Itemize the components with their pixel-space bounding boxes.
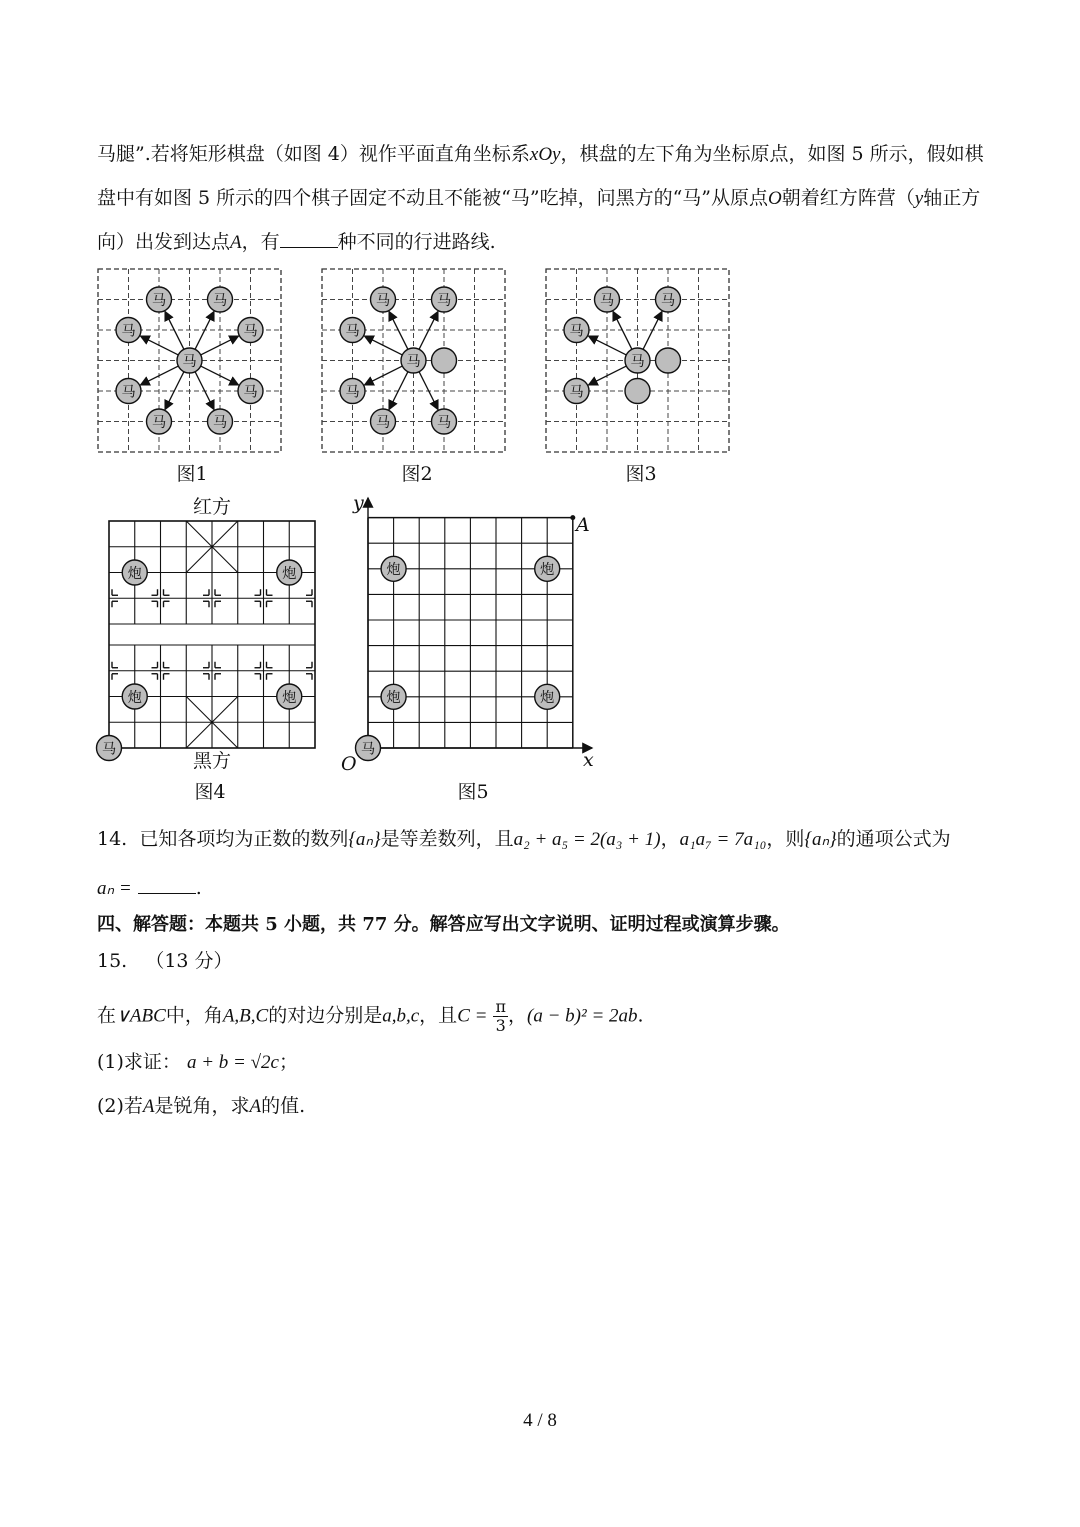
horse-target-piece	[432, 409, 457, 434]
p13-line-1: 马腿”.若将矩形棋盘（如图 4）视作平面直角坐标系xOy，棋盘的左下角为坐标原点，如图 5 所示，假如棋	[97, 143, 984, 165]
fig5-x-axis-label: x	[583, 749, 594, 771]
blocking-piece	[625, 379, 650, 404]
horse-target-piece	[208, 409, 233, 434]
var-y: y	[914, 188, 924, 209]
figure-3-horse-blocked-two	[546, 269, 729, 452]
svg-text:马: 马	[375, 292, 391, 309]
cannon-piece-bottom-left	[381, 684, 406, 709]
horse-target-piece	[656, 287, 681, 312]
blocking-piece	[656, 348, 681, 373]
p14-line-1: 14. 已知各项均为正数的数列{aₙ}是等差数列，且a₂ + a₅ = 2(a₃ + 1)，a₁a₇ = 7a₁₀，则{aₙ}的通项公式为	[97, 828, 951, 850]
horse-target-piece	[564, 379, 589, 404]
pi-over-3-fraction: $\frac{\pi}{3}$	[495, 997, 506, 1035]
horse-target-piece	[432, 287, 457, 312]
svg-text:马: 马	[151, 414, 167, 431]
p14-condition-2: a₁a₇ = 7a₁₀	[679, 829, 767, 850]
horse-center-piece	[177, 348, 202, 373]
fig2-caption: 图2	[401, 463, 433, 485]
fig5-y-axis-label: y	[353, 492, 364, 514]
var-a: A	[230, 232, 242, 253]
svg-text:炮: 炮	[127, 689, 142, 706]
fig1-caption: 图1	[176, 463, 208, 485]
p13-line-3: 向）出发到达点A，有 种不同的行进路线.	[97, 231, 496, 253]
horse-target-piece	[564, 318, 589, 343]
var-xoy: xOy	[529, 144, 561, 165]
p14-line-2: aₙ = .	[97, 877, 202, 899]
svg-text:炮: 炮	[540, 562, 555, 579]
horse-piece-origin	[356, 736, 381, 761]
cannon-piece-top-right	[535, 556, 560, 581]
cannon-piece-red-right	[277, 560, 302, 585]
cannon-piece-bottom-right	[535, 684, 560, 709]
svg-text:马: 马	[406, 353, 421, 370]
svg-text:马: 马	[599, 292, 615, 309]
cannon-piece-black-right	[277, 684, 302, 709]
svg-text:马: 马	[212, 414, 228, 431]
fig5-caption: 图5	[457, 781, 489, 803]
fig5-point-a-label: A	[576, 514, 590, 536]
horse-center-piece	[401, 348, 426, 373]
fig3-caption: 图3	[625, 463, 657, 485]
svg-text:马: 马	[243, 384, 258, 401]
p14-condition-1: a₂ + a₅ = 2(a₃ + 1)	[513, 829, 661, 850]
horse-target-piece	[238, 379, 263, 404]
horse-target-piece	[340, 318, 365, 343]
svg-text:马: 马	[569, 384, 584, 401]
answer-blank-14[interactable]	[138, 875, 196, 894]
svg-text:马: 马	[436, 414, 452, 431]
cannon-piece-black-left	[122, 684, 147, 709]
svg-text:马: 马	[243, 323, 258, 340]
svg-text:马: 马	[660, 292, 676, 309]
figure-4-chessboard	[97, 521, 316, 761]
svg-text:马: 马	[436, 292, 452, 309]
horse-target-piece	[371, 287, 396, 312]
page-number: 4 / 8	[523, 1410, 557, 1431]
svg-text:马: 马	[345, 323, 360, 340]
horse-center-piece	[625, 348, 650, 373]
cannon-piece-red-left	[122, 560, 147, 585]
horse-target-piece	[208, 287, 233, 312]
svg-text:炮: 炮	[282, 565, 297, 582]
horse-target-piece	[147, 409, 172, 434]
svg-text:马: 马	[569, 323, 584, 340]
p13-line-2: 盘中有如图 5 所示的四个棋子固定不动且不能被“马”吃掉，问黑方的“马”从原点O朝着红方阵营（y轴正方	[97, 187, 981, 209]
figure-2-horse-blocked-one	[322, 269, 505, 452]
svg-text:炮: 炮	[127, 565, 142, 582]
fig5-origin-label: O	[341, 753, 357, 775]
horse-target-piece	[371, 409, 396, 434]
p15-part-1: (1)求证： a + b = √2c；	[97, 1051, 298, 1073]
svg-text:马: 马	[182, 353, 197, 370]
horse-target-piece	[238, 318, 263, 343]
svg-text:炮: 炮	[540, 690, 555, 707]
horse-target-piece	[595, 287, 620, 312]
svg-text:马: 马	[121, 384, 136, 401]
blocking-piece	[432, 348, 457, 373]
fig4-black-side-label: 黑方	[192, 750, 232, 772]
svg-text:马: 马	[630, 353, 645, 370]
svg-text:马: 马	[121, 323, 136, 340]
horse-target-piece	[116, 379, 141, 404]
p15-header: 15. （13 分）	[97, 950, 233, 972]
fig4-red-side-label: 红方	[192, 496, 232, 518]
p15-part-2: (2)若A是锐角，求A的值.	[97, 1095, 306, 1117]
svg-text:马: 马	[101, 741, 117, 758]
var-o: O	[768, 188, 782, 209]
svg-text:炮: 炮	[386, 690, 401, 707]
svg-text:马: 马	[212, 292, 228, 309]
horse-target-piece	[116, 318, 141, 343]
p15-statement: 在∨ABC中，角A,B,C的对边分别是a,b,c，且C = $\frac{\pi}{3}$ ，(a − b)² = 2ab.	[97, 997, 644, 1035]
horse-target-piece	[147, 287, 172, 312]
svg-text:马: 马	[360, 741, 376, 758]
section-4-heading: 四、解答题：本题共 5 小题，共 77 分。解答应写出文字说明、证明过程或演算步骤。	[97, 914, 790, 935]
svg-text:马: 马	[345, 384, 360, 401]
svg-text:炮: 炮	[386, 562, 401, 579]
cannon-piece-top-left	[381, 556, 406, 581]
figure-5-coordinate-board	[356, 498, 593, 761]
horse-target-piece	[340, 379, 365, 404]
fig4-caption: 图4	[194, 781, 226, 803]
svg-text:马: 马	[151, 292, 167, 309]
svg-text:炮: 炮	[282, 689, 297, 706]
horse-piece-black	[97, 736, 122, 761]
figure-1-horse-moves	[98, 269, 281, 452]
svg-text:马: 马	[375, 414, 391, 431]
